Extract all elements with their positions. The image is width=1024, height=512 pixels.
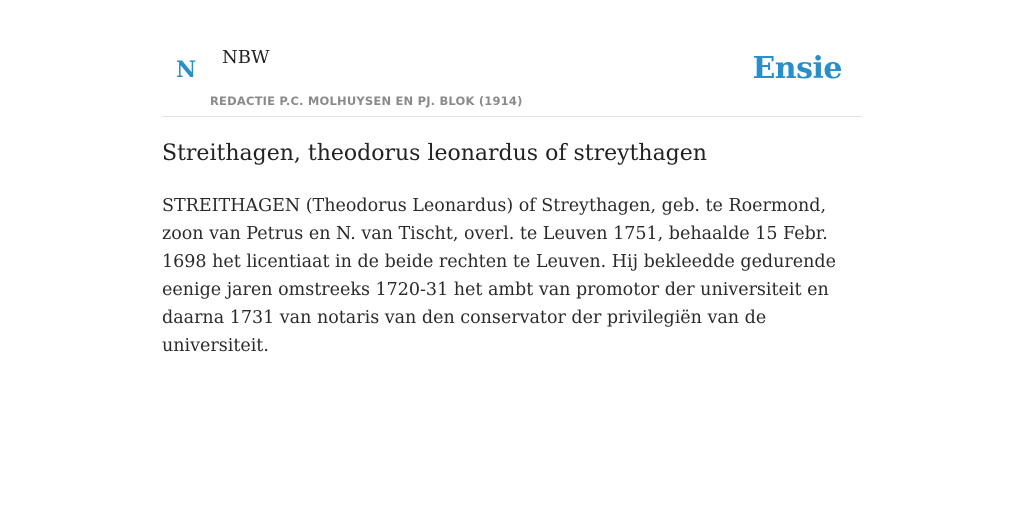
source-editors: REDACTIE P.C. MOLHUYSEN EN PJ. BLOK (1914) <box>210 94 523 108</box>
article-title: Streithagen, theodorus leonardus of streythagen <box>162 141 707 166</box>
source-name[interactable]: NBW <box>222 47 270 68</box>
source-header <box>162 0 862 117</box>
article-body: STREITHAGEN (Theodorus Leonardus) of Streythagen, geb. te Roermond, zoon van Petrus en N. van Tischt, overl. te Leuven 1751, behaalde 15 Febr. 1698 het licentiaat in de beide rechten te Leuven. Hij bekleedde gedurende eenige jaren omstreeks 1720-31 het ambt van promotor der universiteit en daarna 1731 van notaris van den conservator der privilegiën van de universiteit. <box>162 196 836 356</box>
brand-logo[interactable]: Ensie <box>752 51 842 86</box>
source-badge: N <box>176 57 197 83</box>
